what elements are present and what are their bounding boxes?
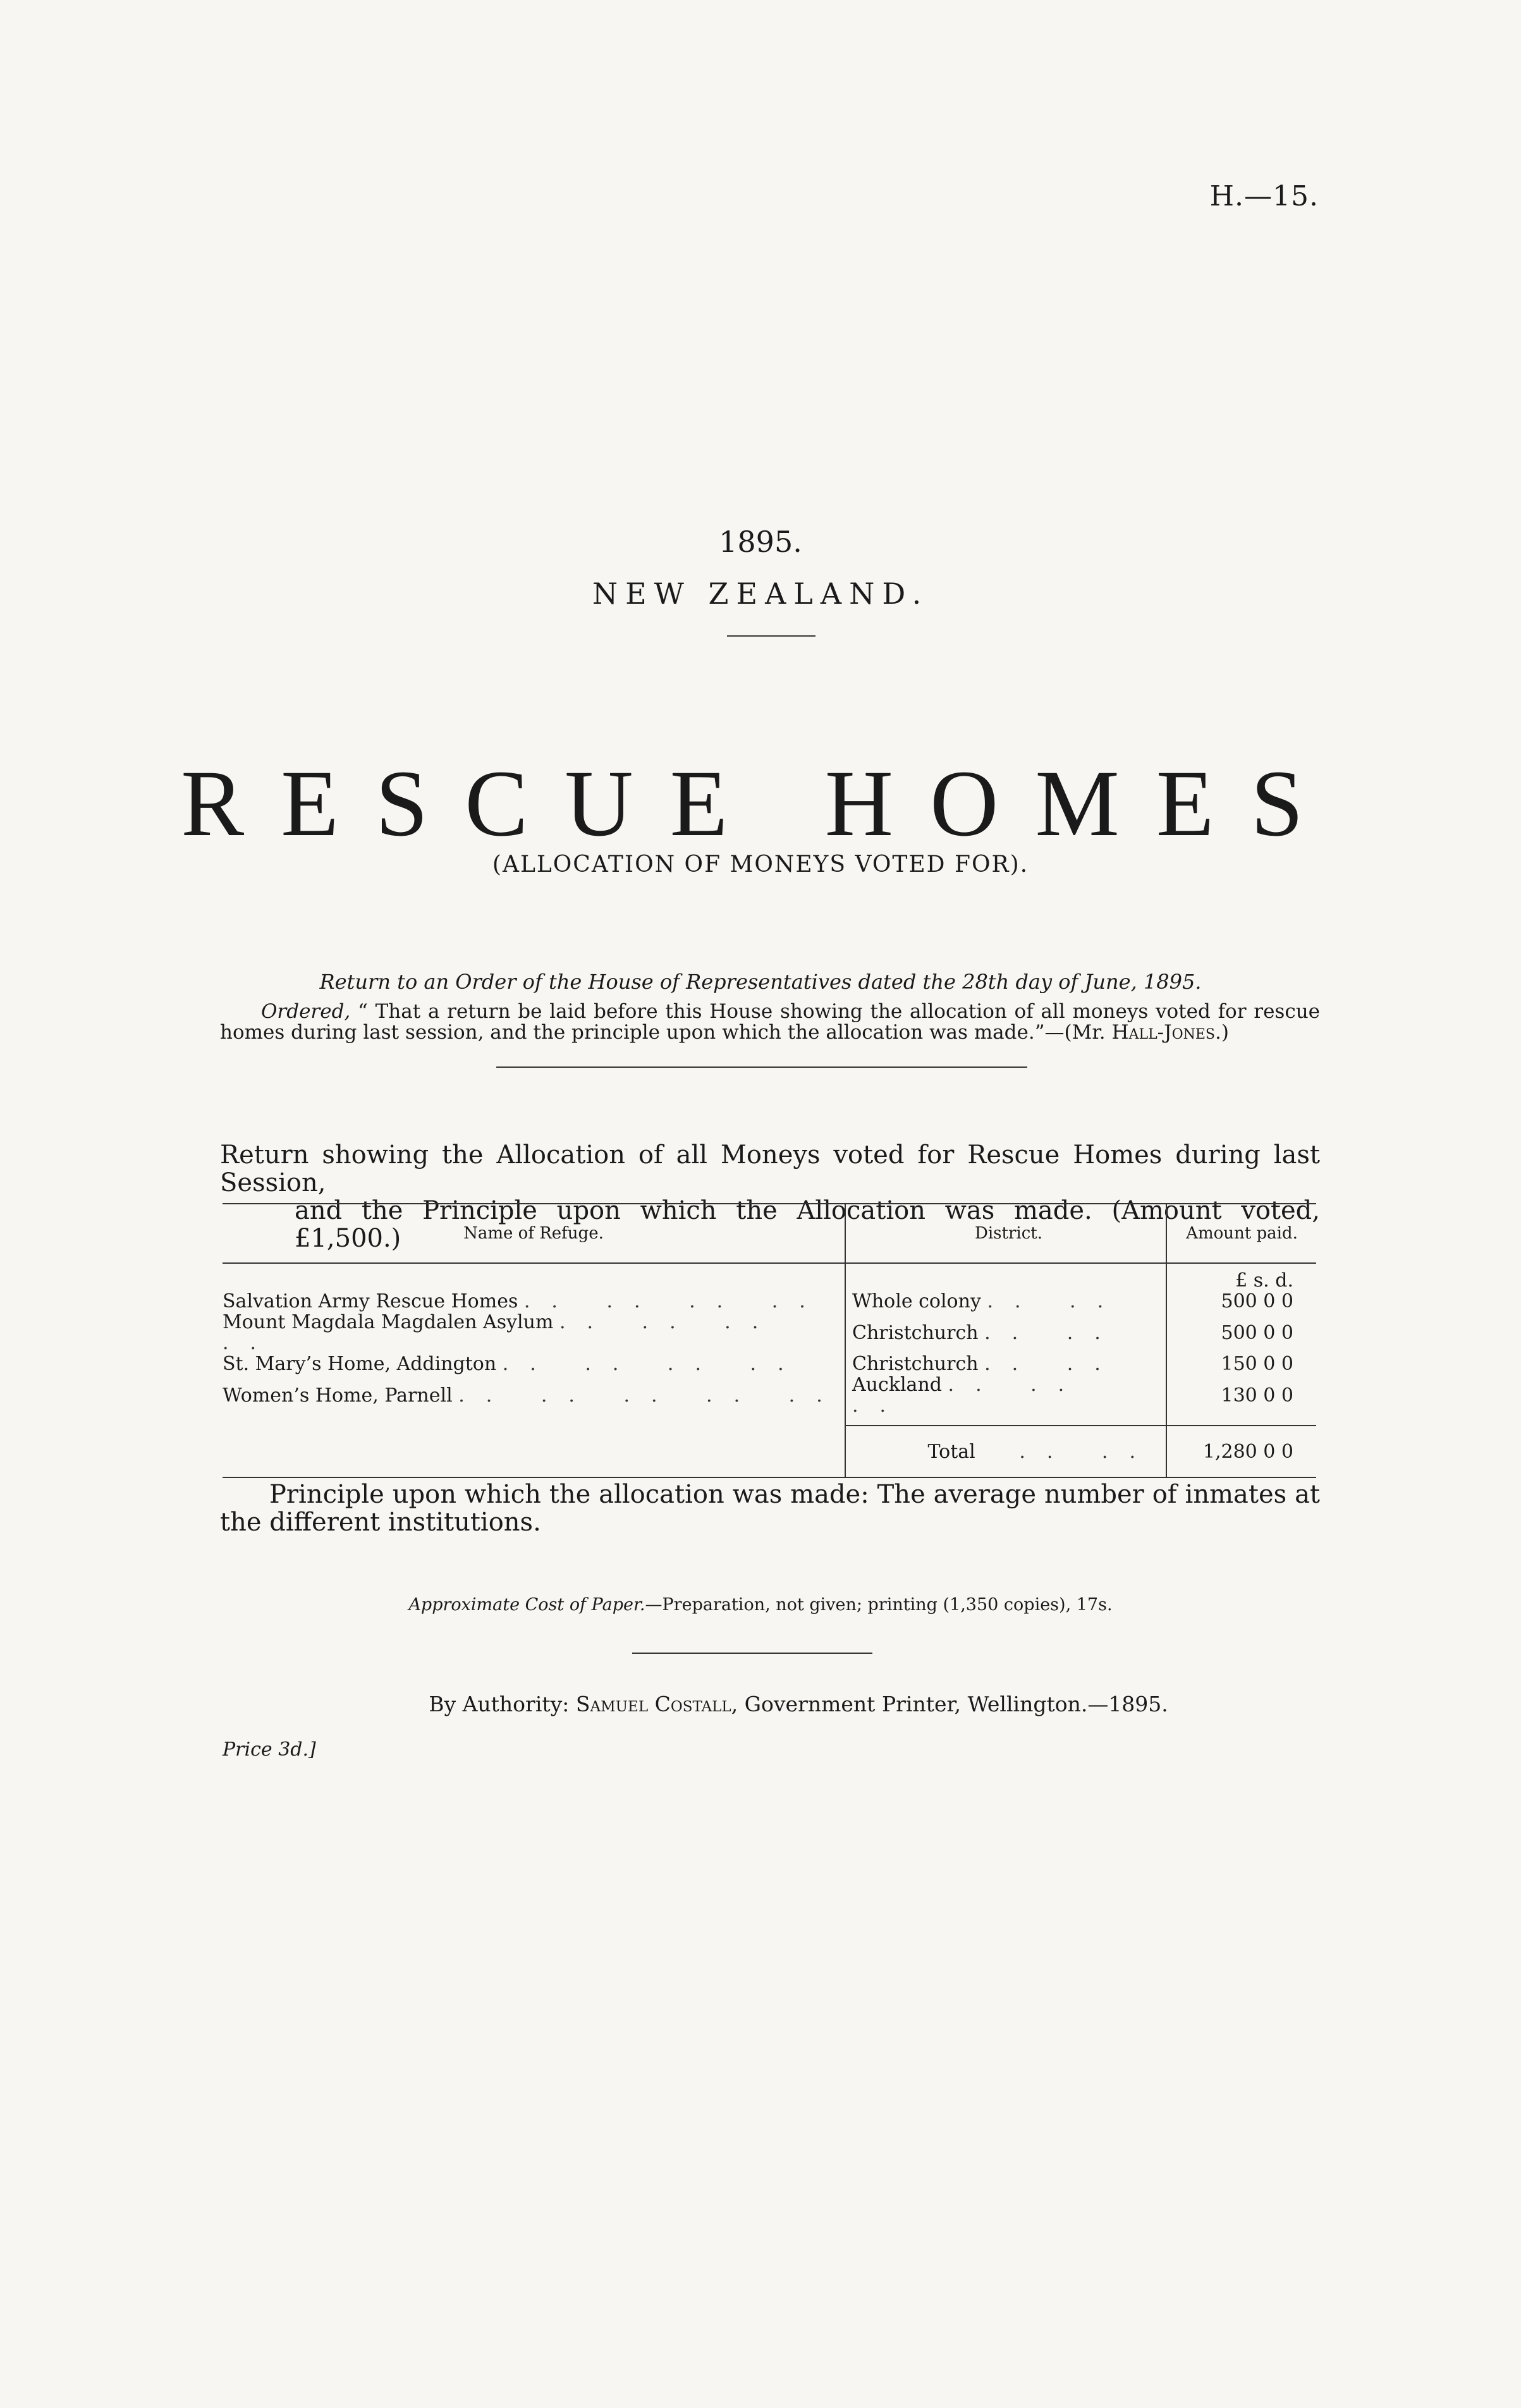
- page-subtitle: (ALLOCATION OF MONEYS VOTED FOR).: [492, 852, 1029, 877]
- cost-label: Approximate Cost of Paper.: [408, 1595, 645, 1615]
- amount: 500 0 0: [1166, 1312, 1316, 1354]
- table-row: [223, 1374, 1316, 1426]
- divider: [632, 1653, 872, 1654]
- cost-text: —Preparation, not given; printing (1,350 copies), 17s.: [645, 1595, 1113, 1615]
- leader-dots: .. ..: [984, 1353, 1122, 1375]
- amount: 500 0 0: [1166, 1291, 1316, 1312]
- principle-text: Principle upon which the allocation was made: The average number of inmates at the different institutions.: [220, 1480, 1320, 1537]
- total-label: Total: [927, 1440, 975, 1463]
- divider: [727, 635, 815, 637]
- table-row: [223, 1354, 1316, 1374]
- divider: [496, 1066, 1027, 1068]
- authority-suffix: , Government Printer, Wellington.—1895.: [731, 1692, 1168, 1716]
- printer-authority: [0, 1692, 1521, 1716]
- table-row: [223, 1291, 1316, 1312]
- refuge-name: Salvation Army Rescue Homes: [223, 1290, 518, 1312]
- column-header-district: District.: [845, 1204, 1166, 1263]
- leader-dots: .. ..: [1019, 1440, 1157, 1463]
- district: Whole colony: [852, 1290, 981, 1312]
- return-heading-line2: and the Principle upon which the Allocation was made. (Amount voted, £1,500.): [295, 1196, 1320, 1253]
- amount: 130 0 0: [1166, 1374, 1316, 1426]
- ordered-member: Hall-Jones.): [1111, 1021, 1229, 1044]
- refuge-name: Mount Magdala Magdalen Asylum: [223, 1311, 554, 1333]
- column-header-amount: Amount paid.: [1166, 1204, 1316, 1263]
- district: Christchurch: [852, 1353, 979, 1375]
- column-header-name: Name of Refuge.: [223, 1204, 845, 1263]
- total-row: [223, 1426, 1316, 1477]
- return-heading-line1: Return showing the Allocation of all Moneys voted for Rescue Homes during last Session,: [220, 1140, 1320, 1197]
- currency-units: £ s. d.: [1166, 1263, 1316, 1291]
- refuge-name: St. Mary’s Home, Addington: [223, 1353, 497, 1375]
- leader-dots: .. ..: [984, 1321, 1122, 1344]
- document-reference: H.—15.: [1209, 180, 1319, 212]
- leader-dots: .. ..: [987, 1290, 1125, 1312]
- authority-prefix: By Authority:: [429, 1692, 570, 1716]
- year: 1895.: [719, 525, 802, 559]
- order-heading: Return to an Order of the House of Representatives dated the 28th day of June, 1895.: [319, 970, 1202, 994]
- page-title: RESCUE HOMES: [181, 751, 1340, 856]
- ordered-body: “ That a return be laid before this House showing the allocation of all moneys voted for rescue homes during last session, and the principle upon which the allocation was made.”—(Mr.: [220, 1000, 1321, 1044]
- country: NEW ZEALAND.: [592, 577, 929, 611]
- leader-dots: .. .. ..: [852, 1374, 1086, 1417]
- leader-dots: .. .. .. ..: [523, 1290, 827, 1312]
- printer-name: Samuel Costall: [575, 1692, 731, 1716]
- leader-dots: .. .. .. ..: [502, 1353, 805, 1375]
- district: Auckland: [852, 1374, 942, 1396]
- total-amount: 1,280 0 0: [1166, 1426, 1316, 1477]
- amount: 150 0 0: [1166, 1354, 1316, 1374]
- order-text: [220, 1001, 1320, 1043]
- leader-dots: .. .. .. .. ..: [458, 1384, 844, 1407]
- cost-of-paper: [0, 1595, 1521, 1615]
- price: Price 3d.]: [223, 1739, 316, 1761]
- ordered-label: Ordered,: [261, 1000, 351, 1023]
- table-row: [223, 1312, 1316, 1354]
- district: Christchurch: [852, 1321, 979, 1344]
- leader-dots: .. .. .. ..: [223, 1311, 780, 1354]
- refuge-name: Women’s Home, Parnell: [223, 1384, 453, 1407]
- allocation-table: [223, 1203, 1316, 1478]
